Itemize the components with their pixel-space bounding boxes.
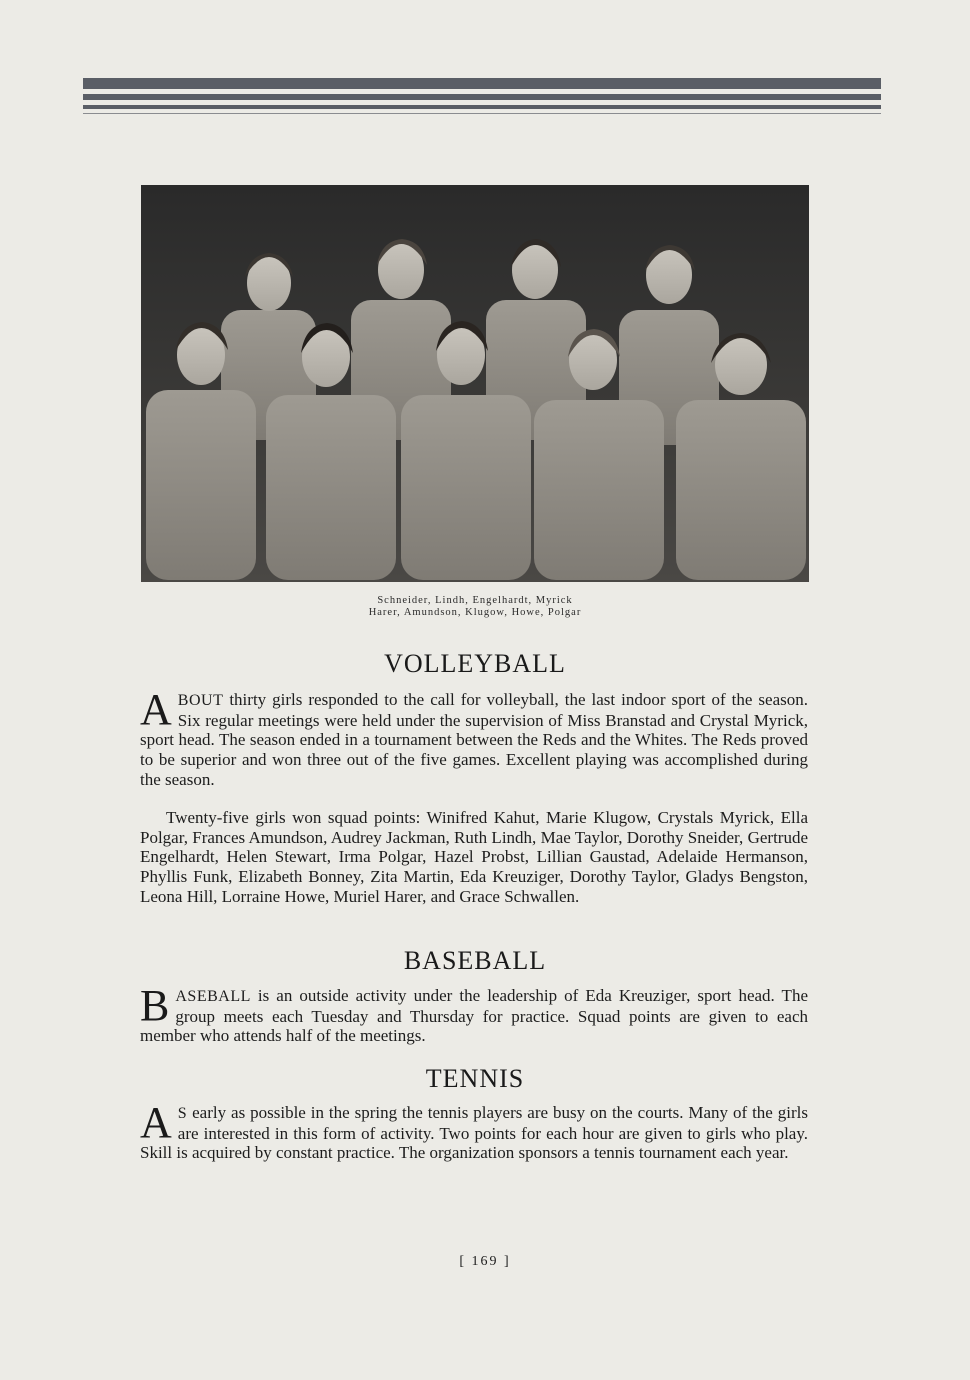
- tennis-heading: TENNIS: [425, 1064, 525, 1093]
- small-caps-lead: ASEBALL: [175, 988, 251, 1005]
- drop-cap: A: [140, 685, 172, 734]
- baseball-paragraph: [140, 981, 808, 1046]
- caption-line-1: Schneider, Lindh, Engelhardt, Myrick: [377, 595, 573, 606]
- caption-line-2: Harer, Amundson, Klugow, Howe, Polgar: [368, 607, 582, 618]
- volleyball-heading: VOLLEYBALL: [384, 649, 566, 678]
- paragraph-text: early as possible in the spring the tennis players are busy on the courts. Many of the girls are interested in this form of activity. Two points for each hour are given to girls who play. Skill is acquired by constant practice. The organization sponsors a tennis tournament each year.: [140, 1103, 808, 1163]
- decorative-rule: [83, 94, 881, 100]
- paragraph-text: thirty girls responded to the call for volleyball, the last indoor sport of the season. Six regular meetings were held under the supervision of Miss Branstad and Crystal Myrick, sport head. The season ended in a tournament between the Reds and the Whites. The Reds proved to be superior and won three out of the five games. Excellent playing was accomplished during the season.: [140, 690, 808, 789]
- page-number: [ 169 ]: [459, 1254, 511, 1269]
- team-photo: [141, 185, 809, 582]
- drop-cap: B: [140, 981, 170, 1030]
- decorative-rule: [83, 113, 881, 114]
- tennis-paragraph: [140, 1098, 808, 1163]
- paragraph-text: is an outside activity under the leadership of Eda Kreuziger, sport head. The group meets each Tuesday and Thursday for practice. Squad points are given to each member who attends half of the meetings.: [140, 986, 808, 1046]
- volleyball-paragraph-1: [140, 685, 808, 790]
- decorative-rule: [83, 78, 881, 89]
- decorative-rule: [83, 105, 881, 109]
- small-caps-lead: BOUT: [177, 692, 224, 709]
- photo-caption: [141, 595, 809, 619]
- volleyball-paragraph-2: Twenty-five girls won squad points: Winifred Kahut, Marie Klugow, Crystals Myrick, Ella Polgar, Frances Amundson, Audrey Jackman, Ruth Lindh, Mae Taylor, Dorothy Sneider, Gertrude Engelhardt, Helen Stewart, Irma Polgar, Hazel Probst, Lillian Gaustad, Adelaide Hermanson, Phyllis Funk, Elizabeth Bonney, Zita Martin, Eda Kreuziger, Dorothy Taylor, Gladys Bengston, Leona Hill, Lorraine Howe, Muriel Harer, and Grace Schwallen.: [140, 808, 808, 906]
- drop-cap: A: [140, 1098, 172, 1147]
- baseball-heading: BASEBALL: [403, 946, 547, 975]
- team-photo-illustration: [141, 185, 809, 582]
- small-caps-lead: S: [177, 1105, 188, 1122]
